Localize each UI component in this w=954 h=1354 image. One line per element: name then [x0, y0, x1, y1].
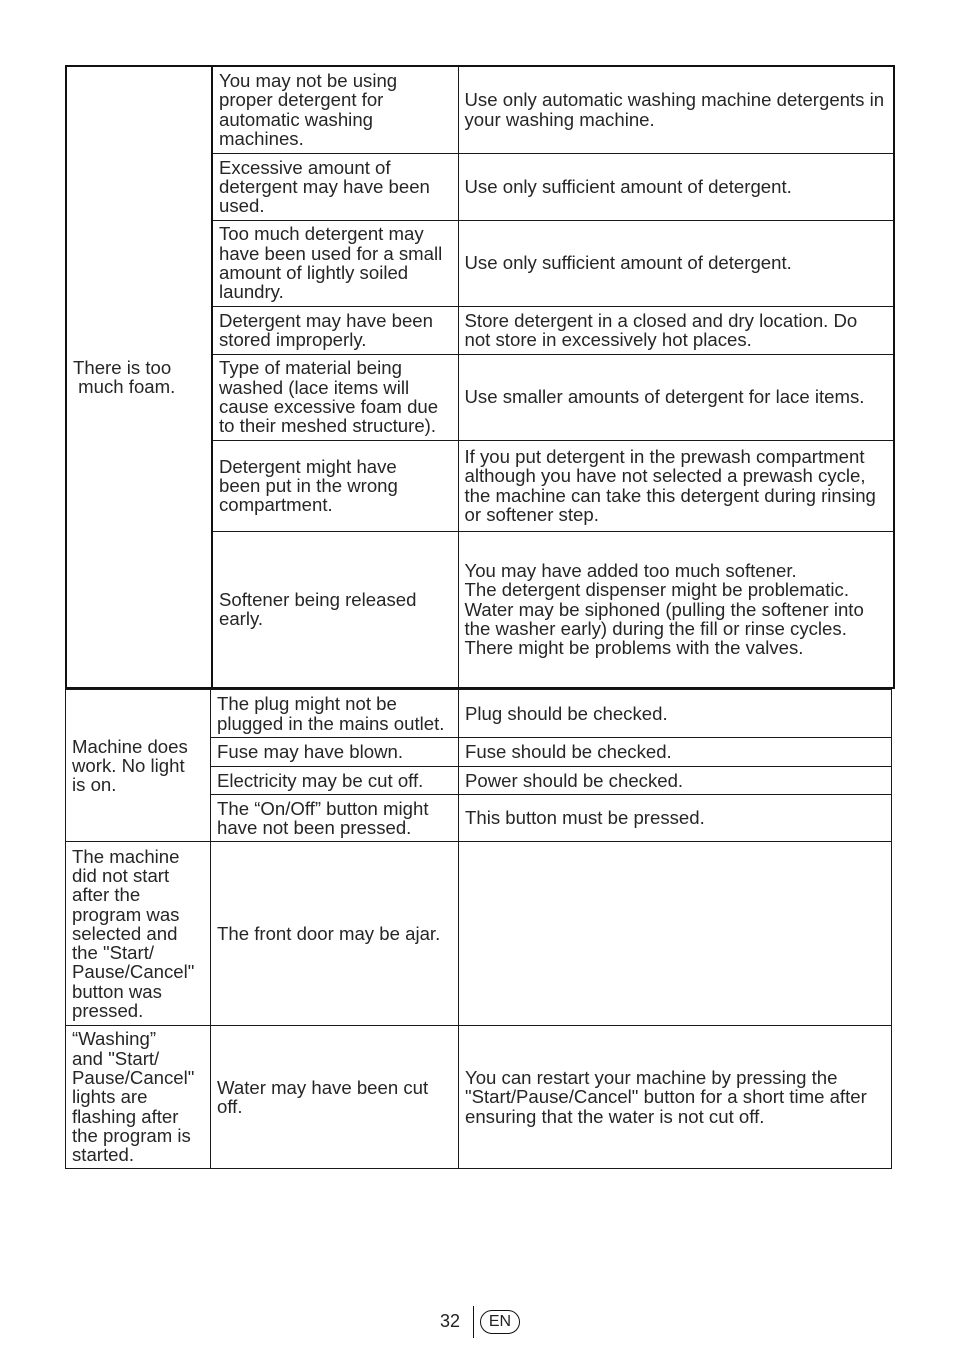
cause-cell: You may not be using proper detergent for automatic washing machines.	[212, 66, 458, 153]
problem-cell: There is too much foam.	[66, 66, 212, 688]
solution-cell: Plug should be checked.	[459, 690, 892, 738]
solution-cell: Use only automatic washing machine detergents in your washing machine.	[458, 66, 894, 153]
cause-cell: Too much detergent may have been used for a small amount of lightly soiled laundry.	[212, 220, 458, 306]
table-row	[66, 690, 892, 738]
cause-cell: The plug might not be plugged in the mains outlet.	[211, 690, 459, 738]
language-badge: EN	[480, 1310, 520, 1334]
cause-cell: The “On/Off” button might have not been pressed.	[211, 795, 459, 842]
solution-cell: You may have added too much softener. The detergent dispenser might be problematic. Water may be siphoned (pulling the softener into the washer early) during the fill or rinse cycles. There might be problems with the valves.	[458, 531, 894, 688]
solution-cell: Use smaller amounts of detergent for lace items.	[458, 354, 894, 440]
solution-cell: Use only sufficient amount of detergent.	[458, 153, 894, 220]
solution-cell: Power should be checked.	[459, 767, 892, 795]
troubleshooting-table-other	[65, 689, 892, 1169]
problem-cell: The machine did not start after the program was selected and the "Start/ Pause/Cancel" button was pressed.	[66, 842, 211, 1026]
cause-cell: Water may have been cut off.	[211, 1026, 459, 1169]
cause-cell: Fuse may have blown.	[211, 738, 459, 767]
table-row	[66, 842, 892, 1026]
cause-cell: Type of material being washed (lace items will cause excessive foam due to their meshed structure).	[212, 354, 458, 440]
solution-cell-empty	[459, 842, 892, 1026]
cause-cell: Softener being released early.	[212, 531, 458, 688]
table-row	[66, 66, 894, 153]
solution-cell: If you put detergent in the prewash compartment although you have not selected a prewash cycle, the machine can take this detergent during rinsing or softener step.	[458, 440, 894, 531]
solution-cell: You can restart your machine by pressing the "Start/Pause/Cancel" button for a short time after ensuring that the water is not cut off.	[459, 1026, 892, 1169]
solution-cell: Fuse should be checked.	[459, 738, 892, 767]
cause-cell: The front door may be ajar.	[211, 842, 459, 1026]
cause-cell: Detergent may have been stored improperly.	[212, 306, 458, 354]
solution-cell: This button must be pressed.	[459, 795, 892, 842]
table-row	[66, 1026, 892, 1169]
solution-cell: Use only sufficient amount of detergent.	[458, 220, 894, 306]
troubleshooting-table-foam	[65, 65, 895, 689]
solution-cell: Store detergent in a closed and dry location. Do not store in excessively hot places.	[458, 306, 894, 354]
page-number-divider	[473, 1306, 474, 1338]
cause-cell: Electricity may be cut off.	[211, 767, 459, 795]
problem-cell: “Washing” and "Start/ Pause/Cancel" lights are flashing after the program is started.	[66, 1026, 211, 1169]
problem-cell: Machine does work. No light is on.	[66, 690, 211, 842]
cause-cell: Excessive amount of detergent may have been used.	[212, 153, 458, 220]
page-number: 32	[440, 1311, 461, 1331]
cause-cell: Detergent might have been put in the wrong compartment.	[212, 440, 458, 531]
